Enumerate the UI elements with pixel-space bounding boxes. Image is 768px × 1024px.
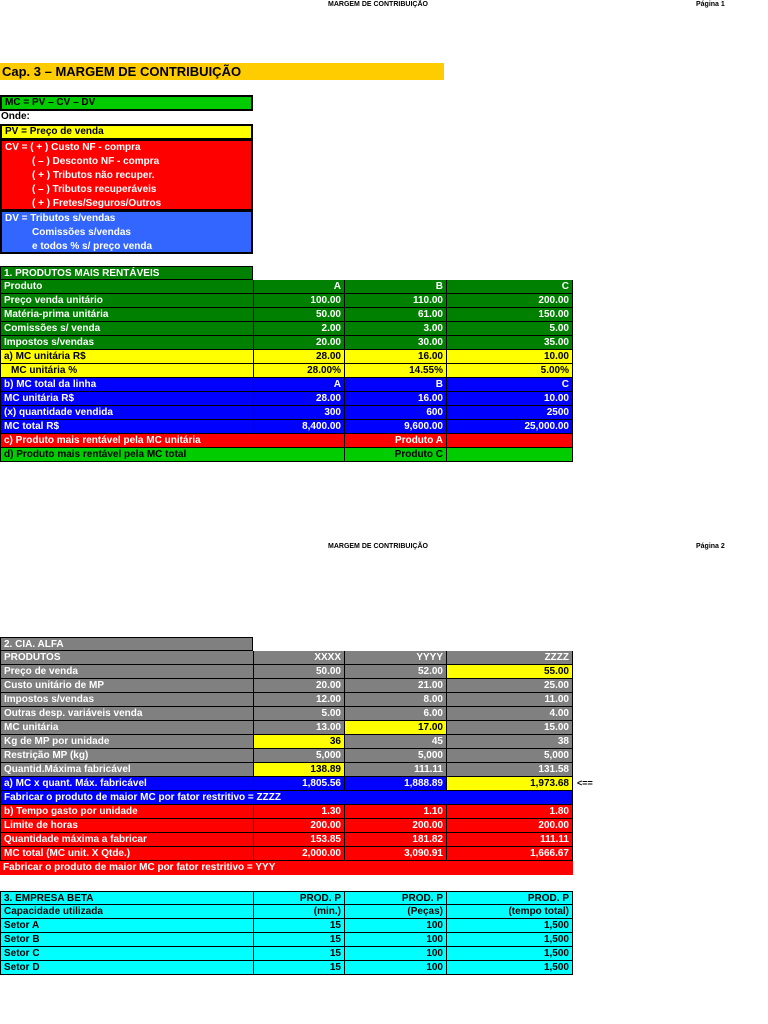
- cell: 153.85: [254, 833, 345, 846]
- cell: B: [345, 280, 447, 293]
- row-label: PRODUTOS: [1, 651, 254, 664]
- cell: 1,500: [447, 933, 573, 946]
- cell: 21.00: [345, 679, 447, 692]
- cell: 100.00: [254, 294, 345, 307]
- cell: 14.55%: [345, 364, 447, 377]
- cell: PROD. P: [254, 892, 345, 905]
- cv-line: ( + ) Tributos não recuper.: [32, 170, 155, 181]
- cell: 200.00: [254, 819, 345, 832]
- result-value: Produto A: [345, 434, 447, 447]
- table-row: [0, 749, 573, 763]
- row-label: b) MC total da linha: [1, 378, 254, 391]
- cell: 13.00: [254, 721, 345, 734]
- cell: 12.00: [254, 693, 345, 706]
- cell: 28.00%: [254, 364, 345, 377]
- table-row: [0, 961, 573, 975]
- page2-header-page: Página 2: [696, 543, 725, 550]
- cell: 150.00: [447, 308, 573, 321]
- dv-line: Comissões s/vendas: [32, 227, 131, 238]
- cell: 111.11: [447, 833, 573, 846]
- cell: 111.11: [345, 763, 447, 776]
- result-value: Produto C: [345, 448, 447, 461]
- cell: 6.00: [345, 707, 447, 720]
- row-label: Setor D: [1, 961, 254, 974]
- cell: A: [254, 378, 345, 391]
- cell: 15: [254, 919, 345, 932]
- page2-header-title: MARGEM DE CONTRIBUIÇÃO: [328, 543, 428, 550]
- cv-line: ( – ) Desconto NF - compra: [32, 156, 160, 167]
- cell: 110.00: [345, 294, 447, 307]
- cell: 100: [345, 947, 447, 960]
- cell: PROD. P: [447, 892, 573, 905]
- cell: 2,000.00: [254, 847, 345, 860]
- row-label: Limite de horas: [1, 819, 254, 832]
- table-row: [0, 721, 573, 735]
- cell: 131.58: [447, 763, 573, 776]
- table-row: [0, 735, 573, 749]
- cell: 1,888.89: [345, 777, 447, 790]
- row-label: Quantidade máxima a fabricar: [1, 833, 254, 846]
- row-label: (x) quantidade vendida: [1, 406, 254, 419]
- note-text: Fabricar o produto de maior MC por fator restritivo = ZZZZ: [1, 791, 573, 804]
- cell: 15: [254, 947, 345, 960]
- row-label: a) MC x quant. Máx. fabricável: [1, 777, 254, 790]
- cell: 61.00: [345, 308, 447, 321]
- table-row: [0, 364, 573, 378]
- cell: 15.00: [447, 721, 573, 734]
- cell: 5,000: [345, 749, 447, 762]
- row-label: Outras desp. variáveis venda: [1, 707, 254, 720]
- cell: 50.00: [254, 665, 345, 678]
- table-row: [0, 947, 573, 961]
- cell: 200.00: [447, 294, 573, 307]
- table-row: [0, 406, 573, 420]
- dv-line: DV = Tributos s/vendas: [5, 213, 116, 224]
- cell: 181.82: [345, 833, 447, 846]
- row-label: MC total (MC unit. X Qtde.): [1, 847, 254, 860]
- cell: 1.80: [447, 805, 573, 818]
- row-label: Comissões s/ venda: [1, 322, 254, 335]
- row-label: Capacidade utilizada: [1, 905, 254, 918]
- cell: 20.00: [254, 336, 345, 349]
- cell: 5,000: [447, 749, 573, 762]
- pv-box: [0, 124, 253, 140]
- arrow-indicator: <==: [577, 778, 593, 788]
- cell: 20.00: [254, 679, 345, 692]
- cell: 4.00: [447, 707, 573, 720]
- cell: 1,973.68: [447, 777, 573, 790]
- cell: 1,500: [447, 919, 573, 932]
- row-label: MC unitária %: [1, 364, 254, 377]
- cell: 200.00: [447, 819, 573, 832]
- row-label: MC total R$: [1, 420, 254, 433]
- cell: 138.89: [254, 763, 345, 776]
- row-label: Kg de MP por unidade: [1, 735, 254, 748]
- table-row: [0, 763, 573, 777]
- table-row: [0, 665, 573, 679]
- table-row: [0, 392, 573, 406]
- cell: (min.): [254, 905, 345, 918]
- row-label: Preço venda unitário: [1, 294, 254, 307]
- table-row: [0, 891, 573, 905]
- row-label: b) Tempo gasto por unidade: [1, 805, 254, 818]
- row-label: MC unitária R$: [1, 392, 254, 405]
- table-row: [0, 420, 573, 434]
- cell: 16.00: [345, 350, 447, 363]
- cell: 600: [345, 406, 447, 419]
- cell: YYYY: [345, 651, 447, 664]
- cv-box: [0, 139, 253, 211]
- table-row: [0, 378, 573, 392]
- formula-text: MC = PV – CV – DV: [5, 97, 96, 108]
- cell: 16.00: [345, 392, 447, 405]
- cv-line: ( – ) Tributos recuperáveis: [32, 184, 157, 195]
- cell: 2.00: [254, 322, 345, 335]
- table-row: [0, 833, 573, 847]
- row-label: MC unitária: [1, 721, 254, 734]
- cell: 5.00: [447, 322, 573, 335]
- table-row: [0, 336, 573, 350]
- cell: 1,805.56: [254, 777, 345, 790]
- table-row: [0, 294, 573, 308]
- cell: 15: [254, 933, 345, 946]
- cell: C: [447, 378, 573, 391]
- cell: 100: [345, 961, 447, 974]
- cell: 50.00: [254, 308, 345, 321]
- cell: 35.00: [447, 336, 573, 349]
- cell: 100: [345, 919, 447, 932]
- note-row-b: [0, 861, 573, 875]
- cell: (Peças): [345, 905, 447, 918]
- cell: [447, 448, 573, 461]
- cv-line: CV = ( + ) Custo NF - compra: [5, 142, 141, 153]
- result-row-d: [0, 448, 573, 462]
- table-row: [0, 308, 573, 322]
- table-row: [0, 651, 573, 665]
- cell: 1.30: [254, 805, 345, 818]
- pv-text: PV = Preço de venda: [5, 126, 104, 137]
- table-row: [0, 679, 573, 693]
- row-label: Setor B: [1, 933, 254, 946]
- cell: 55.00: [447, 665, 573, 678]
- cell: 1,666.67: [447, 847, 573, 860]
- cell: 52.00: [345, 665, 447, 678]
- page1-header-page: Página 1: [696, 1, 725, 8]
- result-row-c: [0, 434, 573, 448]
- cell: 9,600.00: [345, 420, 447, 433]
- note-row-a: [0, 791, 573, 805]
- section1-title: 1. PRODUTOS MAIS RENTÁVEIS: [1, 267, 253, 280]
- row-label: Impostos s/vendas: [1, 693, 254, 706]
- cell: 1.10: [345, 805, 447, 818]
- formula-box: [0, 95, 253, 111]
- row-label: Restrição MP (kg): [1, 749, 254, 762]
- cell: 1,500: [447, 961, 573, 974]
- cell: PROD. P: [345, 892, 447, 905]
- cell: 25.00: [447, 679, 573, 692]
- cell: 1,500: [447, 947, 573, 960]
- cell: 8,400.00: [254, 420, 345, 433]
- cell: 5.00%: [447, 364, 573, 377]
- cell: 45: [345, 735, 447, 748]
- cell: 5,000: [254, 749, 345, 762]
- cell: B: [345, 378, 447, 391]
- cell: 100: [345, 933, 447, 946]
- table-row: [0, 805, 573, 819]
- cell: 2500: [447, 406, 573, 419]
- table-row: [0, 280, 573, 294]
- dv-line: e todos % s/ preço venda: [32, 241, 153, 252]
- dv-box: [0, 210, 253, 254]
- row-label: Quantid.Máxima fabricável: [1, 763, 254, 776]
- cell: 10.00: [447, 392, 573, 405]
- onde-label: Onde:: [1, 111, 30, 122]
- row-label: a) MC unitária R$: [1, 350, 254, 363]
- result-label: c) Produto mais rentável pela MC unitária: [1, 434, 345, 447]
- cell: 3.00: [345, 322, 447, 335]
- cell: 28.00: [254, 392, 345, 405]
- cell: 25,000.00: [447, 420, 573, 433]
- row-label: Produto: [1, 280, 254, 293]
- cell: 300: [254, 406, 345, 419]
- table-row: [0, 322, 573, 336]
- chapter-title: Cap. 3 – MARGEM DE CONTRIBUIÇÃO: [0, 63, 444, 80]
- cell: 17.00: [345, 721, 447, 734]
- cell: 200.00: [345, 819, 447, 832]
- cell: 11.00: [447, 693, 573, 706]
- result-label: d) Produto mais rentável pela MC total: [1, 448, 345, 461]
- cell: 3,090.91: [345, 847, 447, 860]
- note-text: Fabricar o produto de maior MC por fator restritivo = YYY: [3, 862, 276, 873]
- section1-table: [0, 266, 573, 462]
- cell: 36: [254, 735, 345, 748]
- table-row: [0, 693, 573, 707]
- cell: 8.00: [345, 693, 447, 706]
- table-row: [0, 777, 593, 791]
- cv-line: ( + ) Fretes/Seguros/Outros: [32, 198, 162, 209]
- section2-table: [0, 637, 593, 875]
- row-label: Setor A: [1, 919, 254, 932]
- cell: 10.00: [447, 350, 573, 363]
- cell: XXXX: [254, 651, 345, 664]
- section1-title-row: [0, 266, 253, 280]
- row-label: Custo unitário de MP: [1, 679, 254, 692]
- page1-header-title: MARGEM DE CONTRIBUIÇÃO: [328, 1, 428, 8]
- table-row: [0, 919, 573, 933]
- cell: ZZZZ: [447, 651, 573, 664]
- cell: 5.00: [254, 707, 345, 720]
- cell: A: [254, 280, 345, 293]
- cell: C: [447, 280, 573, 293]
- table-row: [0, 905, 573, 919]
- row-label: Preço de venda: [1, 665, 254, 678]
- section3-title: 3. EMPRESA BETA: [1, 892, 254, 905]
- section2-title-row: [0, 637, 253, 651]
- table-row: [0, 819, 573, 833]
- row-label: Impostos s/vendas: [1, 336, 254, 349]
- row-label: Setor C: [1, 947, 254, 960]
- cell: 28.00: [254, 350, 345, 363]
- row-label: Matéria-prima unitária: [1, 308, 254, 321]
- cell: 30.00: [345, 336, 447, 349]
- cell: 15: [254, 961, 345, 974]
- cell: 38: [447, 735, 573, 748]
- cell: (tempo total): [447, 905, 573, 918]
- table-row: [0, 847, 573, 861]
- table-row: [0, 350, 573, 364]
- table-row: [0, 933, 573, 947]
- section2-title: 2. CIA. ALFA: [1, 638, 253, 651]
- cell: [447, 434, 573, 447]
- section3-table: [0, 891, 573, 975]
- table-row: [0, 707, 573, 721]
